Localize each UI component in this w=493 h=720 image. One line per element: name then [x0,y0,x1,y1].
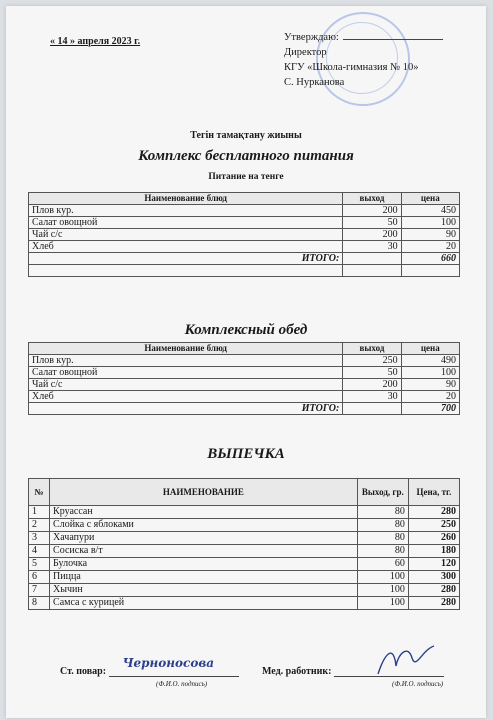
dish-price: 20 [401,391,459,403]
row-number: 1 [29,506,50,519]
dish-price: 100 [401,367,459,379]
column-header: Наименование блюд [29,343,343,355]
column-header: Цена, тг. [408,479,459,506]
empty-cell [29,265,343,277]
total-value: 660 [401,253,459,265]
row-number: 2 [29,519,50,532]
med-signature-mark [372,640,442,680]
approver-position: Директор [284,47,327,58]
item-price: 180 [408,545,459,558]
approval-block [284,30,443,90]
dish-price: 90 [401,379,459,391]
dish-name: Хлеб [29,241,343,253]
dish-name: Чай с/с [29,379,343,391]
item-price: 250 [408,519,459,532]
item-name: Булочка [50,558,358,571]
empty-cell [343,253,401,265]
total-row [29,253,460,265]
item-price: 280 [408,506,459,519]
dish-name: Хлеб [29,391,343,403]
bakery-title: ВЫПЕЧКА [207,446,285,462]
row-number: 8 [29,597,50,610]
table-row [29,355,460,367]
dish-name: Плов кур. [29,205,343,217]
dish-name: Салат овощной [29,367,343,379]
cook-caption: (Ф.И.О. подпись) [156,680,208,688]
dish-out: 200 [343,379,401,391]
table-row [29,558,460,571]
total-row [29,403,460,415]
approve-label: Утверждаю: [284,32,339,43]
row-number: 6 [29,571,50,584]
column-header: Выход, гр. [357,479,408,506]
row-number: 7 [29,584,50,597]
dish-price: 90 [401,229,459,241]
column-header: цена [401,343,459,355]
total-label: ИТОГО: [29,253,343,265]
approve-signature-line [343,39,443,40]
item-out: 80 [357,545,408,558]
table-row [29,571,460,584]
empty-row [29,265,460,277]
item-price: 260 [408,532,459,545]
free-meal-title: Комплекс бесплатного питания [138,148,354,164]
column-header: НАИМЕНОВАНИЕ [50,479,358,506]
menu-document [6,6,486,718]
item-out: 80 [357,532,408,545]
item-name: Сосиска в/т [50,545,358,558]
cook-signature: Черноносова [122,656,215,670]
table-row [29,391,460,403]
table-row [29,379,460,391]
dish-name: Салат овощной [29,217,343,229]
dish-price: 20 [401,241,459,253]
table-row [29,241,460,253]
empty-cell [401,265,459,277]
table-row [29,584,460,597]
row-number: 3 [29,532,50,545]
cook-label: Ст. повар: [60,666,107,677]
cook-signature-block [60,656,239,677]
dish-out: 200 [343,205,401,217]
table-header-row [29,343,460,355]
item-price: 120 [408,558,459,571]
med-caption: (Ф.И.О. подпись) [392,680,444,688]
dish-price: 450 [401,205,459,217]
item-out: 100 [357,597,408,610]
dish-out: 50 [343,217,401,229]
dish-price: 490 [401,355,459,367]
dish-out: 250 [343,355,401,367]
column-header: Наименование блюд [29,193,343,205]
item-out: 100 [357,571,408,584]
cook-signature-line [109,656,239,677]
column-header: цена [401,193,459,205]
item-out: 80 [357,519,408,532]
row-number: 4 [29,545,50,558]
column-header: № [29,479,50,506]
item-name: Хычин [50,584,358,597]
item-price: 300 [408,571,459,584]
empty-cell [343,265,401,277]
dish-out: 200 [343,229,401,241]
dish-price: 100 [401,217,459,229]
item-out: 100 [357,584,408,597]
table-row [29,519,460,532]
dish-name: Чай с/с [29,229,343,241]
dish-out: 50 [343,367,401,379]
item-name: Хачапури [50,532,358,545]
item-name: Пицца [50,571,358,584]
column-header: выход [343,193,401,205]
table-row [29,367,460,379]
table-row [29,597,460,610]
table-header-row [29,193,460,205]
dish-out: 30 [343,391,401,403]
table-row [29,545,460,558]
table-row [29,506,460,519]
free-meal-title-kz: Тегін тамақтану жиыны [190,130,302,141]
empty-cell [343,403,401,415]
item-name: Слойка с яблоками [50,519,358,532]
approver-name: С. Нурканова [284,77,345,88]
free-meal-table [28,192,460,277]
table-row [29,229,460,241]
lunch-table [28,342,460,415]
item-out: 80 [357,506,408,519]
item-out: 60 [357,558,408,571]
approver-org: КГУ «Школа-гимназия № 10» [284,62,419,73]
dish-out: 30 [343,241,401,253]
item-name: Круассан [50,506,358,519]
dish-name: Плов кур. [29,355,343,367]
row-number: 5 [29,558,50,571]
total-value: 700 [401,403,459,415]
column-header: выход [343,343,401,355]
item-name: Самса с курицей [50,597,358,610]
lunch-title: Комплексный обед [184,322,308,338]
bakery-table [28,478,460,610]
item-price: 280 [408,597,459,610]
document-date: « 14 » апреля 2023 г. [50,36,141,47]
total-label: ИТОГО: [29,403,343,415]
table-row [29,217,460,229]
table-row [29,532,460,545]
table-row [29,205,460,217]
table-header-row [29,479,460,506]
item-price: 280 [408,584,459,597]
free-meal-subtitle: Питание на тенге [208,172,284,182]
med-label: Мед. работник: [262,666,332,677]
